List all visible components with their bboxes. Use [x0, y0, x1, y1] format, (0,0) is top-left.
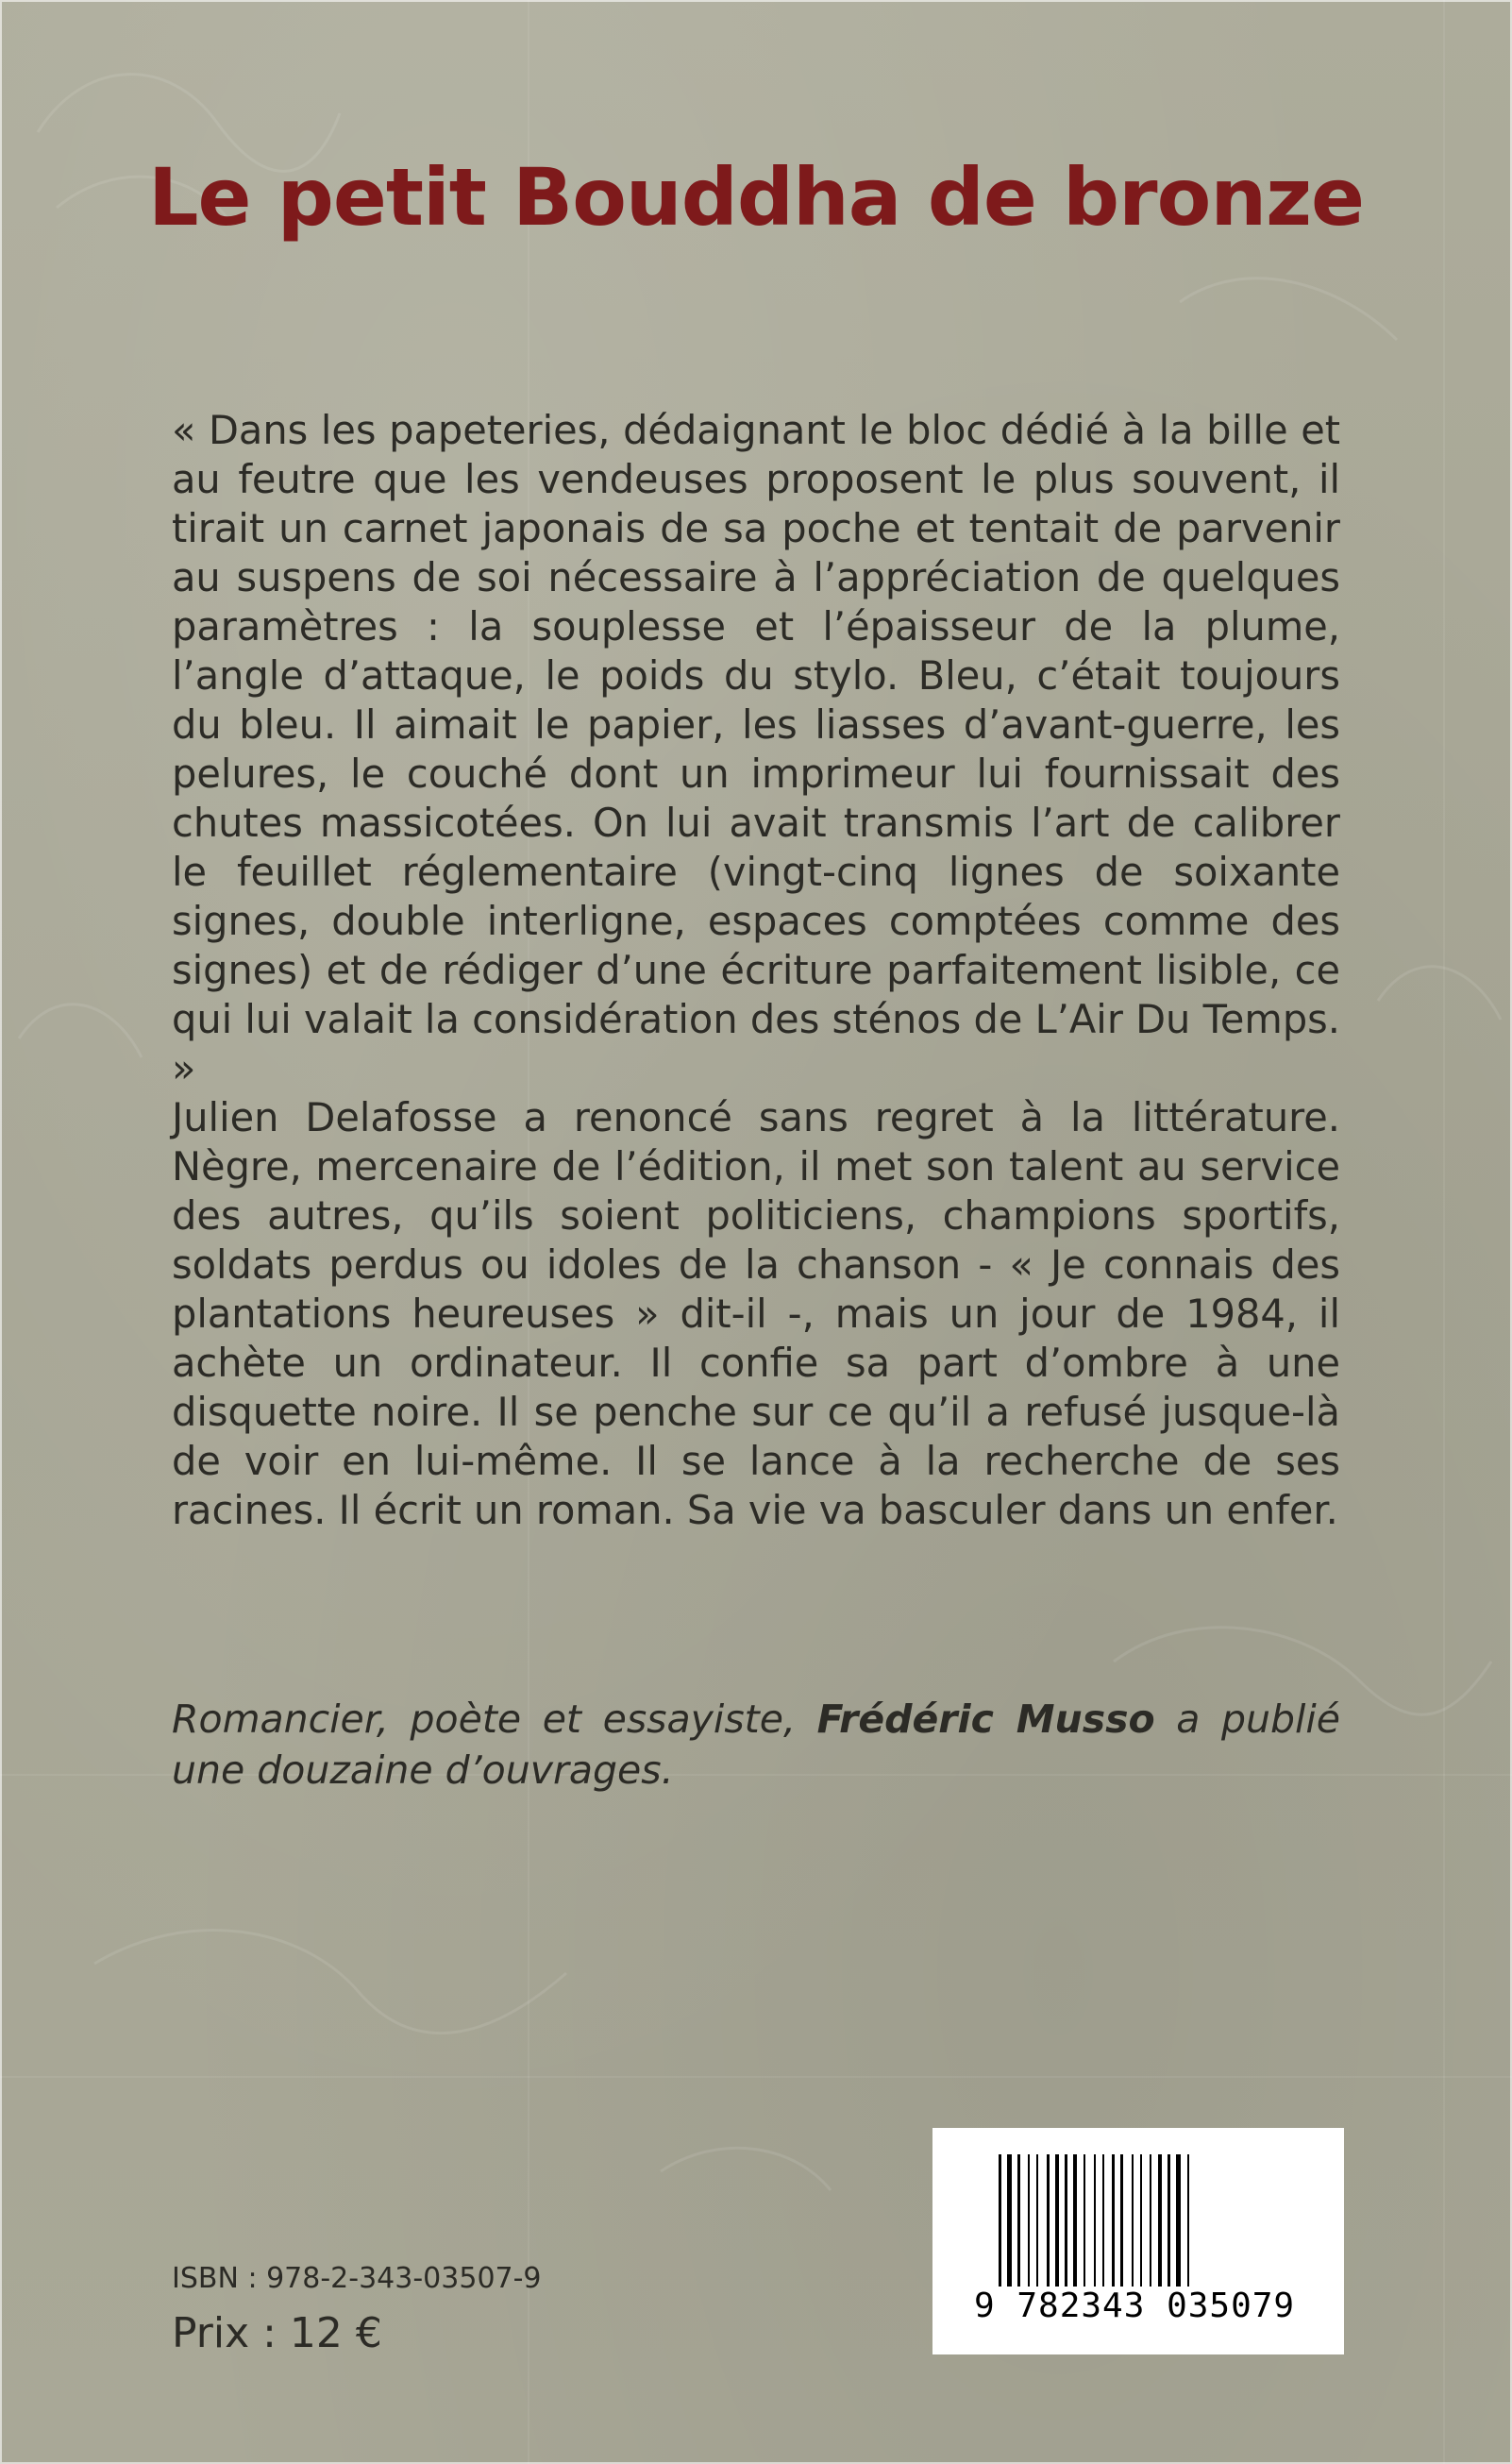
barcode-bar [1168, 2154, 1170, 2287]
blurb-summary-paragraph: Julien Delafosse a renoncé sans regret à la littérature. Nègre, mercenaire de l’édition, il met son talent au service des autres, qu’ils soient politiciens, champions sportifs, soldats perdus ou idoles de la chanson - « Je connais des plantations heureuses » dit-il -, mais un jour de 1984, il achète un ordinateur. Il confie sa part d’ombre à une disquette noire. Il se penche sur ce qu’il a refusé jusque-là de voir en lui-même. Il se lance à la recherche de ses racines. Il écrit un roman. Sa vie va basculer dans un enfer. [172, 1094, 1340, 1533]
barcode-bar [1084, 2154, 1085, 2287]
barcode-bar [1073, 2154, 1077, 2287]
barcode-bar [1055, 2154, 1059, 2287]
barcode-bar [1176, 2154, 1181, 2305]
isbn-number: ISBN : 978-2-343-03507-9 [172, 2262, 542, 2295]
book-title: Le petit Bouddha de bronze [148, 151, 1364, 244]
barcode-bar [1120, 2154, 1123, 2287]
blurb-excerpt-paragraph: « Dans les papeteries, dédaignant le bloc dédié à la bille et au feutre que les vendeuses proposent le plus souvent, il tirait un carnet japonais de sa poche et tentait de parvenir au suspens de soi nécessaire à l’appréciation de quelques paramètres : la souplesse et l’épaisseur de la plume, l’angle d’attaque, le poids du stylo. Bleu, c’était toujours du bleu. Il aimait le papier, les liasses d’avant-guerre, les pelures, le couché dont un imprimeur lui fournissait des chutes massicotées. On lui avait transmis l’art de calibrer le feuillet réglementaire (vingt-cinq lignes de soixante signes, double interligne, espaces comptées comme des signes) et de rédiger d’une écriture parfaitement lisible, ce qui lui valait la considération des sténos de L’Air Du Temps. » [172, 407, 1340, 1091]
barcode-bar [1036, 2154, 1038, 2287]
barcode-bar [1017, 2154, 1020, 2287]
barcode-bar [1065, 2154, 1067, 2287]
barcode-bar [1028, 2154, 1030, 2287]
barcode-digits: 9 782343 035079 [974, 2287, 1296, 2325]
barcode-bar [1150, 2154, 1151, 2287]
barcode-bar [1140, 2154, 1142, 2287]
barcode-bar [1112, 2154, 1115, 2287]
author-name: Frédéric Musso [816, 1696, 1155, 1742]
barcode [932, 2128, 1344, 2354]
barcode-bar [1094, 2154, 1096, 2305]
barcode-bar [1047, 2154, 1050, 2287]
blurb [172, 406, 1340, 1535]
barcode-bar [999, 2154, 1001, 2305]
author-note-intro: Romancier, poète et essayiste, [172, 1696, 817, 1742]
barcode-bar [1007, 2154, 1012, 2305]
author-note-outro: a publié une douzaine d’ouvrages. [172, 1696, 1341, 1793]
barcode-bar [1187, 2154, 1189, 2305]
price: Prix : 12 € [172, 2309, 382, 2357]
author-note [172, 1694, 1340, 1796]
barcode-bar [1158, 2154, 1162, 2287]
barcode-bar [1132, 2154, 1134, 2287]
barcode-bar [1102, 2154, 1104, 2305]
